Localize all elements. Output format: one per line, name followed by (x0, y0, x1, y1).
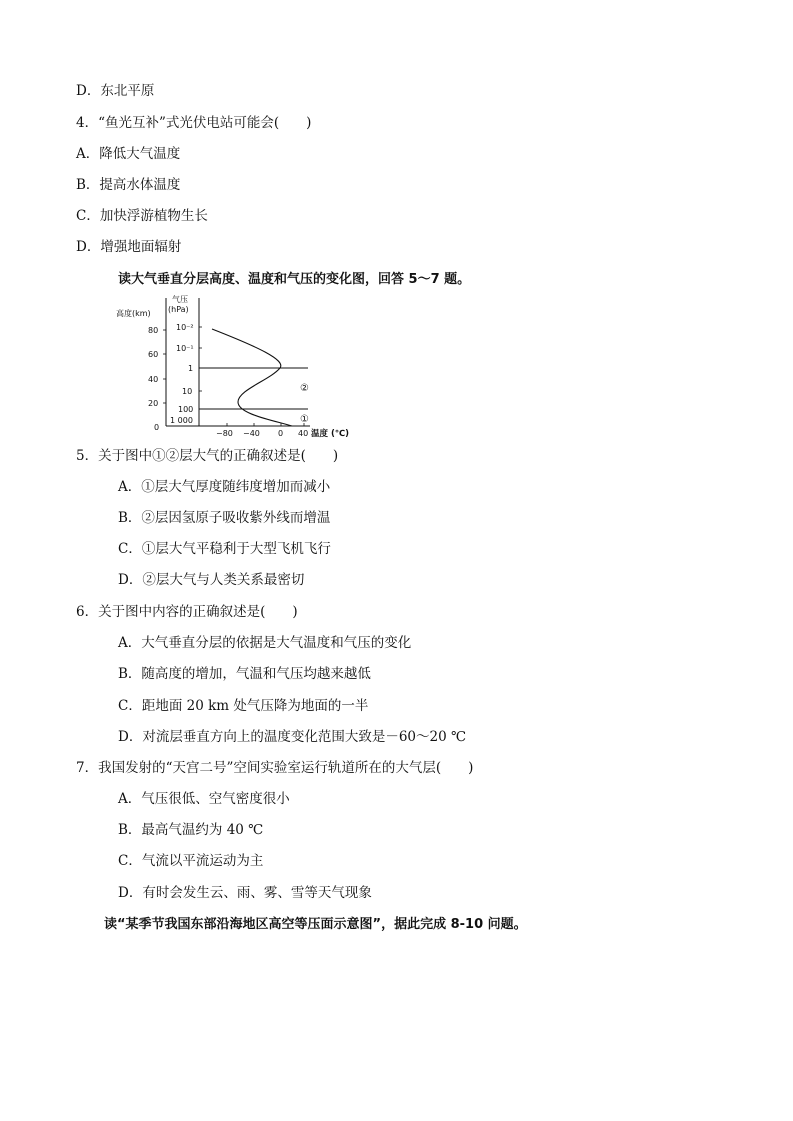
pressure-tick-1e-1: 10⁻¹ (176, 344, 194, 353)
q4-stem: 4．“鱼光互补”式光伏电站可能会( ) (76, 115, 312, 131)
temp-tick-0: 0 (278, 429, 284, 438)
q5-option-c: C．①层大气平稳利于大型飞机飞行 (118, 541, 331, 557)
intro-8-10: 读“某季节我国东部沿海地区高空等压面示意图”，据此完成 8-10 问题。 (104, 917, 527, 932)
temperature-ticks (216, 423, 349, 439)
height-axis-title: 高度(km) (116, 309, 151, 318)
height-tick-40: 40 (148, 375, 159, 384)
temp-tick-minus40: −40 (243, 429, 260, 438)
q6-option-a: A．大气垂直分层的依据是大气温度和气压的变化 (118, 635, 412, 651)
pressure-tick-10: 10 (182, 387, 193, 396)
q6-option-c: C．距地面 20 km 处气压降为地面的一半 (118, 698, 369, 714)
pressure-tick-1000: 1 000 (170, 416, 193, 425)
height-tick-60: 60 (148, 350, 159, 359)
q4-option-b: B．提高水体温度 (76, 177, 181, 193)
layer-1-label: ① (300, 414, 309, 425)
height-tick-80: 80 (148, 326, 159, 335)
q5-option-d: D．②层大气与人类关系最密切 (118, 572, 305, 588)
pressure-axis-title-2: (hPa) (168, 305, 189, 314)
temp-tick-minus80: −80 (216, 429, 233, 438)
layer-2-label: ② (300, 383, 309, 394)
pressure-axis-title-1: 气压 (172, 295, 188, 304)
temp-tick-40: 40 (298, 429, 309, 438)
temperature-axis-title: 温度 (℃) (311, 429, 350, 439)
intro-5-7: 读大气垂直分层高度、温度和气压的变化图，回答 5～7 题。 (118, 272, 471, 287)
q3-option-d: D．东北平原 (76, 83, 155, 99)
q7-option-c: C．气流以平流运动为主 (118, 853, 264, 869)
atmosphere-layer-figure (108, 292, 368, 442)
pressure-tick-1: 1 (188, 364, 194, 373)
q6-option-b: B．随高度的增加，气温和气压均越来越低 (118, 666, 371, 682)
q7-stem: 7．我国发射的“天宫二号”空间实验室运行轨道所在的大气层( ) (76, 760, 474, 776)
q7-option-d: D．有时会发生云、雨、雾、雪等天气现象 (118, 885, 372, 901)
q4-option-a: A．降低大气温度 (76, 146, 181, 162)
q7-option-b: B．最高气温约为 40 ℃ (118, 822, 264, 838)
q5-option-b: B．②层因氢原子吸收紫外线而增温 (118, 510, 331, 526)
temperature-curve (212, 329, 292, 426)
q6-stem: 6．关于图中内容的正确叙述是( ) (76, 604, 298, 620)
pressure-tick-1e-2: 10⁻² (176, 323, 194, 332)
height-ticks (148, 326, 166, 432)
pressure-ticks (170, 323, 202, 425)
height-tick-20: 20 (148, 399, 159, 408)
pressure-tick-100: 100 (178, 405, 194, 414)
q4-option-d: D．增强地面辐射 (76, 239, 182, 255)
height-tick-0: 0 (154, 423, 160, 432)
q7-option-a: A．气压很低、空气密度很小 (118, 791, 290, 807)
q5-stem: 5．关于图中①②层大气的正确叙述是( ) (76, 448, 339, 464)
q5-option-a: A．①层大气厚度随纬度增加而减小 (118, 479, 331, 495)
q4-option-c: C．加快浮游植物生长 (76, 208, 208, 224)
q6-option-d: D．对流层垂直方向上的温度变化范围大致是－60～20 ℃ (118, 729, 467, 745)
